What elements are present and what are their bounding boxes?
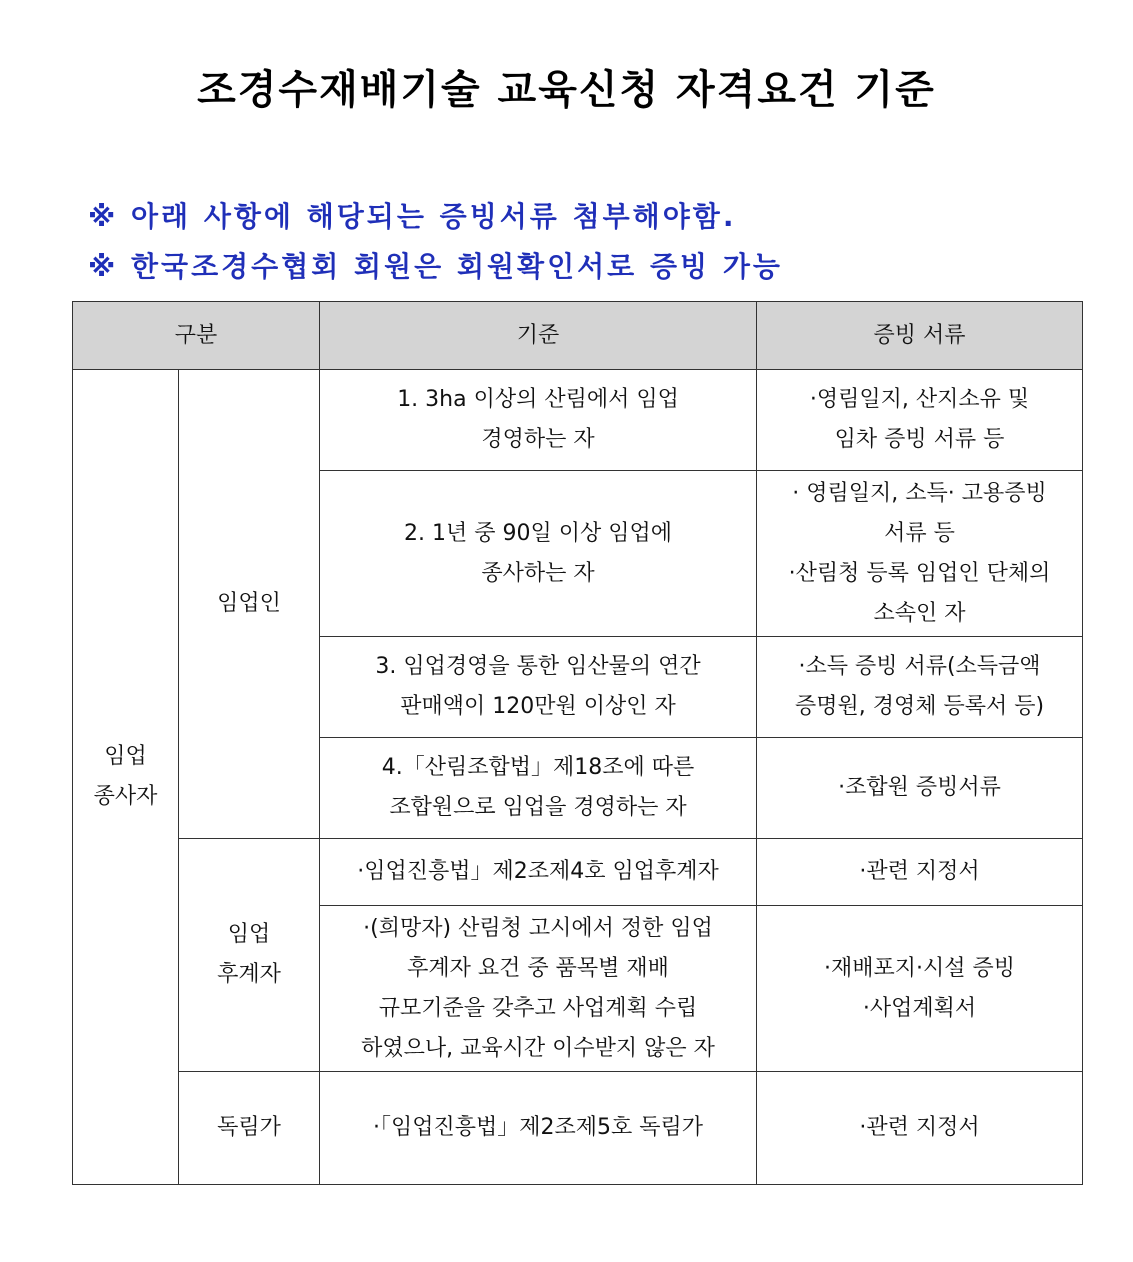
criteria-line: 3. 임업경영을 통한 임산물의 연간: [375, 654, 701, 679]
notice-attach-documents: ※ 아래 사항에 해당되는 증빙서류 첨부해야함.: [88, 200, 737, 233]
criteria-cell: [320, 738, 757, 839]
criteria-line: ·「임업진흥법」제2조제5호 독림가: [373, 1115, 704, 1140]
criteria-line: 2. 1년 중 90일 이상 임업에: [404, 520, 672, 546]
criteria-line: ·(희망자) 산림청 고시에서 정한 임업: [363, 915, 713, 941]
criteria-line: 종사하는 자: [481, 560, 595, 586]
documents-line: 소속인 자: [873, 600, 966, 626]
documents-cell: [757, 839, 1083, 906]
documents-line: ·소득 증빙 서류(소득금액: [798, 654, 1041, 679]
successor-label-line: 후계자: [217, 962, 281, 987]
criteria-line: 하였으나, 교육시간 이수받지 않은 자: [361, 1035, 715, 1061]
table-row: [73, 370, 1083, 471]
page-title: 조경수재배기술 교육신청 자격요건 기준: [197, 67, 936, 113]
documents-line: ·조합원 증빙서류: [838, 775, 1001, 800]
documents-line: ·관련 지정서: [859, 859, 980, 884]
criteria-line: ·임업진흥법」제2조제4호 임업후계자: [357, 859, 719, 884]
group-label-line: 종사자: [93, 784, 158, 809]
documents-cell: [757, 906, 1083, 1072]
documents-cell: [757, 637, 1083, 738]
documents-line: · 영림일지, 소득· 고용증빙: [792, 480, 1047, 506]
documents-line: ·관련 지정서: [859, 1115, 980, 1140]
criteria-cell: [320, 839, 757, 906]
header-category: 구분: [73, 302, 320, 370]
documents-cell: [757, 1072, 1083, 1185]
successor-label: [179, 839, 320, 1072]
table-header-row: [73, 302, 1083, 370]
documents-line: ·사업계획서: [862, 995, 977, 1021]
group-label-line: 임업: [104, 744, 147, 769]
criteria-cell: [320, 370, 757, 471]
documents-line: 증명원, 경영체 등록서 등): [794, 694, 1045, 719]
independent-label: 독림가: [179, 1072, 320, 1185]
table-row: [73, 839, 1083, 906]
header-documents: 증빙 서류: [757, 302, 1083, 370]
documents-line: ·재배포지·시설 증빙: [824, 955, 1016, 981]
forestry-worker-label: 임업인: [179, 370, 320, 839]
documents-cell: [757, 738, 1083, 839]
documents-line: 임차 증빙 서류 등: [834, 427, 1005, 452]
table-row: [73, 1072, 1083, 1185]
documents-line: ·산림청 등록 임업인 단체의: [788, 560, 1051, 586]
eligibility-table: [72, 301, 1083, 1185]
notice-member-certificate: ※ 한국조경수협회 회원은 회원확인서로 증빙 가능: [88, 250, 783, 283]
documents-line: ·영림일지, 산지소유 및: [809, 387, 1030, 412]
group-label: [73, 370, 179, 1185]
criteria-line: 규모기준을 갖추고 사업계획 수립: [378, 995, 698, 1021]
criteria-cell: [320, 1072, 757, 1185]
criteria-line: 4.「산림조합법」제18조에 따른: [381, 755, 695, 780]
criteria-cell: [320, 471, 757, 637]
criteria-cell: [320, 906, 757, 1072]
header-criteria: 기준: [320, 302, 757, 370]
criteria-line: 판매액이 120만원 이상인 자: [400, 694, 676, 719]
documents-line: 서류 등: [884, 520, 955, 546]
documents-cell: [757, 370, 1083, 471]
criteria-cell: [320, 637, 757, 738]
criteria-line: 경영하는 자: [481, 427, 595, 452]
successor-label-line: 임업: [227, 922, 271, 947]
criteria-line: 후계자 요건 중 품목별 재배: [407, 955, 669, 981]
criteria-line: 조합원으로 임업을 경영하는 자: [389, 795, 687, 820]
documents-cell: [757, 471, 1083, 637]
criteria-line: 1. 3ha 이상의 산림에서 임업: [397, 387, 679, 412]
